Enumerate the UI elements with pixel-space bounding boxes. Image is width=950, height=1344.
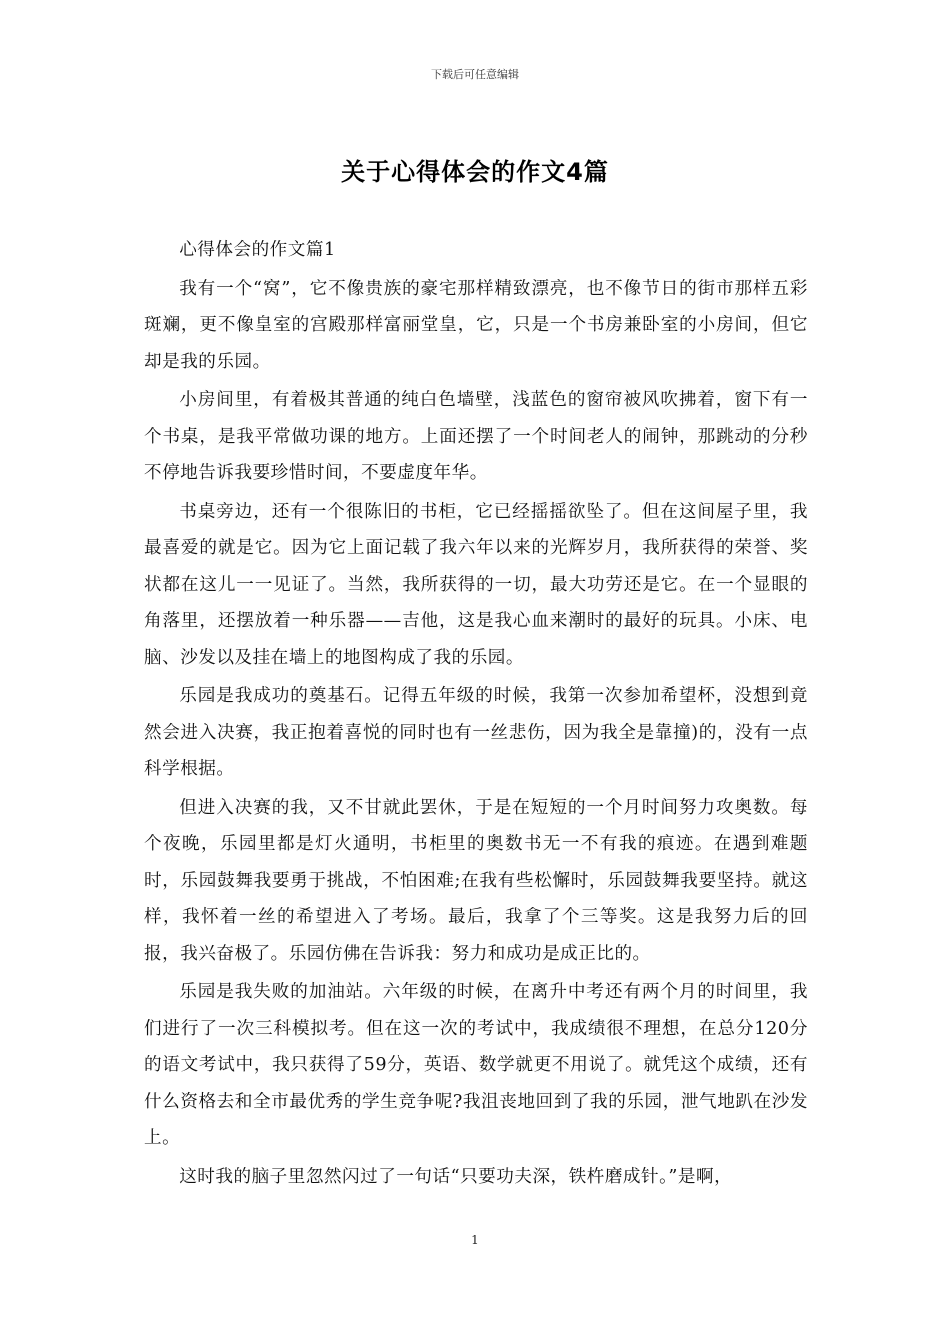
- paragraph: 小房间里，有着极其普通的纯白色墙壁，浅蓝色的窗帘被风吹拂着，窗下有一个书桌，是我平常做功课的地方。上面还摆了一个时间老人的闹钟，那跳动的分秒不停地告诉我要珍惜时间，不要虚度年华。: [144, 390, 808, 483]
- paragraph: 但进入决赛的我，又不甘就此罢休，于是在短短的一个月时间努力攻奥数。每个夜晚，乐园里都是灯火通明，书柜里的奥数书无一不有我的痕迹。在遇到难题时，乐园鼓舞我要勇于挑战，不怕困难;在我有些松懈时，乐园鼓舞我要坚持。就这样，我怀着一丝的希望进入了考场。最后，我拿了个三等奖。这是我努力后的回报，我兴奋极了。乐园仿佛在告诉我：努力和成功是成正比的。: [144, 797, 808, 964]
- paragraph: 这时我的脑子里忽然闪过了一句话“只要功夫深，铁杵磨成针。”是啊，: [179, 1166, 733, 1187]
- paragraph: 乐园是我成功的奠基石。记得五年级的时候，我第一次参加希望杯，没想到竟然会进入决赛，我正抱着喜悦的同时也有一丝悲伤，因为我全是靠撞)的，没有一点科学根据。: [144, 686, 808, 779]
- document-title: 关于心得体会的作文4篇: [341, 158, 609, 186]
- header-note: 下载后可任意编辑: [431, 68, 519, 81]
- document-body: [144, 232, 808, 1195]
- paragraph: 我有一个“窝”，它不像贵族的豪宅那样精致漂亮，也不像节日的街市那样五彩斑斓，更不像皇室的宫殿那样富丽堂皇，它，只是一个书房兼卧室的小房间，但它却是我的乐园。: [144, 278, 808, 372]
- page-number: 1: [471, 1233, 479, 1247]
- paragraph: 乐园是我失败的加油站。六年级的时候，在离升中考还有两个月的时间里，我们进行了一次三科模拟考。但在这一次的考试中，我成绩很不理想，在总分120分的语文考试中，我只获得了59分，英语、数学就更不用说了。就凭这个成绩，还有什么资格去和全市最优秀的学生竞争呢?我沮丧地回到了我的乐园，泄气地趴在沙发上。: [144, 982, 808, 1148]
- section-heading: 心得体会的作文篇1: [179, 240, 336, 260]
- paragraph: 书桌旁边，还有一个很陈旧的书柜，它已经摇摇欲坠了。但在这间屋子里，我最喜爱的就是它。因为它上面记载了我六年以来的光辉岁月，我所获得的荣誉、奖状都在这儿一一见证了。当然，我所获得的一切，最大功劳还是它。在一个显眼的角落里，还摆放着一种乐器——吉他，这是我心血来潮时的最好的玩具。小床、电脑、沙发以及挂在墙上的地图构成了我的乐园。: [144, 501, 808, 668]
